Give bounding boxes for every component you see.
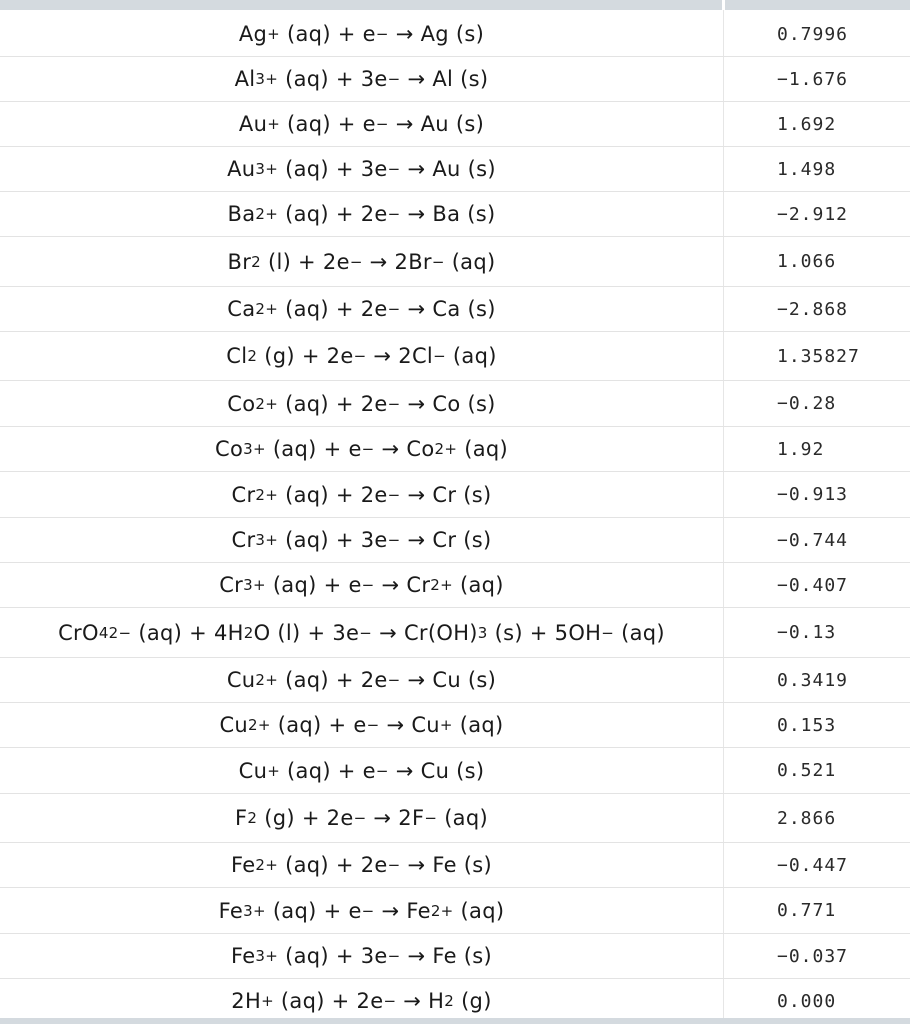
table-row: [0, 563, 910, 608]
table-row: [0, 472, 910, 518]
reaction-cell: Co 2+ (aq) + 2e − → Co (s): [227, 391, 496, 416]
table-row: [0, 888, 910, 934]
table-row: [0, 102, 910, 147]
table-row: [0, 703, 910, 748]
potential-cell: 0.7996: [777, 23, 849, 45]
table-row: [0, 237, 910, 287]
table-row: [0, 57, 910, 102]
potential-cell: −2.868: [777, 298, 849, 320]
table-row: [0, 748, 910, 794]
potential-cell: −0.744: [777, 529, 849, 551]
reaction-cell: Au 3+ (aq) + 3e − → Au (s): [227, 157, 496, 181]
reaction-cell: Cr 3+ (aq) + 3e − → Cr (s): [231, 528, 492, 552]
reaction-cell: Cu 2+ (aq) + e − → Cu + (aq): [219, 713, 504, 737]
table-row: [0, 192, 910, 237]
potential-cell: −0.28: [777, 393, 837, 414]
reaction-cell: Cu + (aq) + e − → Cu (s): [238, 758, 485, 783]
potential-cell: 0.771: [777, 900, 837, 921]
reaction-cell: Co 3+ (aq) + e − → Co 2+ (aq): [215, 437, 508, 461]
table-row: [0, 147, 910, 192]
reaction-cell: Cr 3+ (aq) + e − → Cr 2+ (aq): [219, 573, 504, 597]
reaction-cell: CrO 4 2− (aq) + 4H 2 O (l) + 3e − → Cr(OH) 3 (s) + 5OH − (aq): [58, 620, 665, 645]
reaction-cell: Fe 2+ (aq) + 2e − → Fe (s): [230, 853, 493, 877]
table-row: [0, 843, 910, 888]
potential-cell: 0.521: [777, 760, 837, 781]
table-row: [0, 427, 910, 472]
reaction-cell: Cr 2+ (aq) + 2e − → Cr (s): [231, 482, 492, 507]
potential-cell: 2.866: [777, 807, 837, 829]
potential-cell: 1.692: [777, 113, 837, 135]
potential-cell: −0.447: [777, 854, 849, 876]
table-row: [0, 287, 910, 332]
table-row: [0, 518, 910, 563]
potential-cell: −1.676: [777, 68, 849, 90]
potential-cell: −0.913: [777, 484, 849, 505]
reaction-cell: Fe 3+ (aq) + 3e − → Fe (s): [230, 944, 493, 968]
reaction-cell: Ca 2+ (aq) + 2e − → Ca (s): [227, 297, 496, 321]
potential-cell: 0.3419: [777, 669, 849, 691]
table-row: [0, 12, 910, 57]
reaction-cell: Fe 3+ (aq) + e − → Fe 2+ (aq): [218, 898, 505, 923]
potential-cell: 0.153: [777, 714, 837, 736]
reaction-cell: Br 2 (l) + 2e − → 2Br − (aq): [227, 249, 496, 274]
reaction-cell: F 2 (g) + 2e − → 2F − (aq): [235, 806, 488, 830]
reaction-cell: Al 3+ (aq) + 3e − → Al (s): [234, 67, 489, 91]
potential-cell: 1.498: [777, 158, 837, 180]
reaction-cell: Au + (aq) + e − → Au (s): [238, 112, 485, 136]
table-row: [0, 658, 910, 703]
table-bottom-border: [0, 1018, 910, 1024]
table-row: [0, 608, 910, 658]
potential-cell: 1.35827: [777, 345, 860, 367]
potential-cell: 0.000: [777, 990, 837, 1012]
table-row: [0, 794, 910, 843]
potential-cell: 1.92: [777, 438, 825, 460]
potential-cell: −0.037: [777, 945, 849, 967]
table-row: [0, 934, 910, 979]
table-row: [0, 332, 910, 381]
potential-cell: −2.912: [777, 203, 849, 225]
reaction-cell: 2H + (aq) + 2e − → H 2 (g): [231, 989, 492, 1013]
reaction-cell: Ag + (aq) + e − → Ag (s): [238, 22, 485, 46]
potential-cell: 1.066: [777, 251, 837, 272]
reaction-cell: Cl 2 (g) + 2e − → 2Cl − (aq): [226, 344, 497, 368]
table-row: [0, 381, 910, 427]
potential-cell: −0.407: [777, 574, 849, 596]
reaction-cell: Ba 2+ (aq) + 2e − → Ba (s): [227, 202, 496, 226]
potential-cell: −0.13: [777, 622, 837, 643]
reaction-cell: Cu 2+ (aq) + 2e − → Cu (s): [226, 668, 497, 692]
table-top-border: [0, 0, 910, 10]
